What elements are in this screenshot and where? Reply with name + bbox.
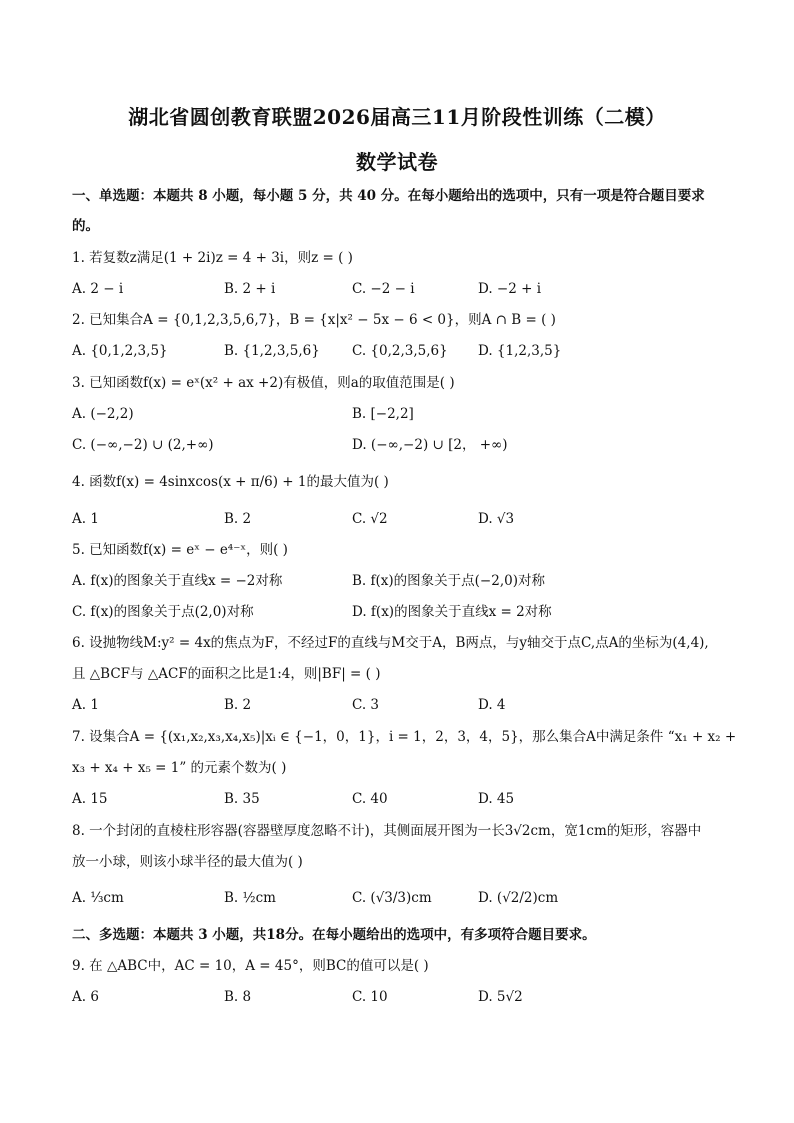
q3-option-d: D. (−∞,−2) ∪ [2， +∞) [352,437,508,453]
q1-option-b: B. 2 + i [224,281,276,297]
q6-option-d: D. 4 [478,697,506,713]
q4-option-a: A. 1 [72,511,99,527]
question-1-stem: 1. 若复数z满足(1 + 2i)z = 4 + 3i，则z = ( ) [72,250,353,266]
section2-instructions: 二、多选题：本题共 3 小题，共18分。在每小题给出的选项中，有多项符合题目要求。 [72,927,596,943]
q2-option-a: A. {0,1,2,3,5} [72,343,168,359]
section1-instructions-line2: 的。 [72,218,99,234]
question-8-stem: 8. 一个封闭的直棱柱形容器(容器壁厚度忽略不计)，其侧面展开图为一长3√2cm，宽1cm的矩形，容器中 [72,823,702,839]
exam-title: 湖北省圆创教育联盟2026届高三11月阶段性训练（二模） [128,105,666,129]
section1-instructions-line1: 一、单选题：本题共 8 小题，每小题 5 分，共 40 分。在每小题给出的选项中，只有一项是符合题目要求 [72,188,705,204]
question-9-stem: 9. 在 △ABC中，AC = 10，A = 45°，则BC的值可以是( ) [72,958,429,974]
question-6-stem: 6. 设抛物线M:y² = 4x的焦点为F，不经过F的直线与M交于A，B两点，与y轴交于点C,点A的坐标为(4,4), [72,635,709,651]
question-7-stem: 7. 设集合A = {(x₁,x₂,x₃,x₄,x₅)|xᵢ ∈ {−1，0，1}，i = 1，2，3，4，5}，那么集合A中满足条件 “x₁ + x₂ + [72,729,737,745]
q5-option-c: C. f(x)的图象关于点(2,0)对称 [72,604,254,620]
q6-option-c: C. 3 [352,697,380,713]
exam-subtitle: 数学试卷 [356,150,438,174]
q5-option-d: D. f(x)的图象关于直线x = 2对称 [352,604,552,620]
q2-option-b: B. {1,2,3,5,6} [224,343,320,359]
q9-option-a: A. 6 [72,989,99,1005]
question-2-stem: 2. 已知集合A = {0,1,2,3,5,6,7}，B = {x|x² − 5x − 6 < 0}，则A ∩ B = ( ) [72,312,556,328]
q3-option-c: C. (−∞,−2) ∪ (2,+∞) [72,437,214,453]
question-5-stem: 5. 已知函数f(x) = eˣ − e⁴⁻ˣ，则( ) [72,542,288,558]
q4-option-b: B. 2 [224,511,252,527]
question-6-stem-line2: 且 △BCF与 △ACF的面积之比是1:4，则|BF| = ( ) [72,666,381,682]
q3-option-b: B. [−2,2] [352,406,414,422]
q6-option-b: B. 2 [224,697,252,713]
q5-option-b: B. f(x)的图象关于点(−2,0)对称 [352,573,545,589]
q4-option-d: D. √3 [478,511,515,527]
q8-option-b: B. ½cm [224,890,276,906]
q2-option-d: D. {1,2,3,5} [478,343,562,359]
q9-option-b: B. 8 [224,989,252,1005]
q4-option-c: C. √2 [352,511,388,527]
q5-option-a: A. f(x)的图象关于直线x = −2对称 [72,573,283,589]
q8-option-a: A. ⅓cm [72,890,124,906]
q8-option-c: C. (√3/3)cm [352,890,432,906]
q3-option-a: A. (−2,2) [72,406,134,422]
question-3-stem: 3. 已知函数f(x) = eˣ(x² + ax +2)有极值，则a的取值范围是( ) [72,375,455,391]
q1-option-a: A. 2 − i [72,281,124,297]
question-4-stem: 4. 函数f(x) = 4sinxcos(x + π/6) + 1的最大值为( ) [72,474,389,490]
q9-option-d: D. 5√2 [478,989,523,1005]
q6-option-a: A. 1 [72,697,99,713]
q1-option-c: C. −2 − i [352,281,415,297]
q8-option-d: D. (√2/2)cm [478,890,559,906]
q9-option-c: C. 10 [352,989,388,1005]
q7-option-b: B. 35 [224,791,260,807]
question-8-stem-line2: 放一小球，则该小球半径的最大值为( ) [72,854,303,870]
q2-option-c: C. {0,2,3,5,6} [352,343,448,359]
question-7-stem-line2: x₃ + x₄ + x₅ = 1” 的元素个数为( ) [72,760,287,776]
q1-option-d: D. −2 + i [478,281,542,297]
q7-option-c: C. 40 [352,791,388,807]
q7-option-a: A. 15 [72,791,108,807]
q7-option-d: D. 45 [478,791,515,807]
